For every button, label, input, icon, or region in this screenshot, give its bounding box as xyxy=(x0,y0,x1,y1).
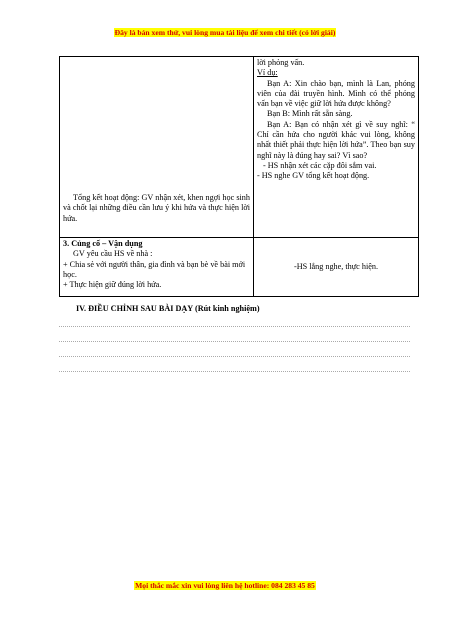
hotline-banner xyxy=(0,581,450,590)
lesson-table xyxy=(59,56,419,297)
dialogue-line: Bạn A: Xin chào bạn, mình là Lan, phóng viên của đài truyền hình. Mình có thể phỏng vấn bạn về việc giữ lời hứa được không? xyxy=(257,78,415,109)
consolidation-student-cell xyxy=(254,238,419,297)
blank-line xyxy=(59,356,410,357)
section-heading: IV. ĐIỀU CHỈNH SAU BÀI DẠY (Rút kinh nghiệm) xyxy=(76,304,260,313)
blank-line xyxy=(59,326,410,327)
dialogue-line: Bạn B: Mình rất sẵn sàng. xyxy=(267,109,353,119)
summary-text: Tổng kết hoạt động: GV nhận xét, khen ngợi học sinh và chốt lại những điều cần lưu ý khi hứa và thực hiện lời hứa. xyxy=(63,193,250,223)
table-row xyxy=(60,57,419,238)
list-item: GV yêu cầu HS về nhà : xyxy=(73,249,153,259)
preview-banner-text: Đây là bản xem thử, vui lòng mua tài liệu để xem chi tiết (có lời giải) xyxy=(114,28,336,37)
list-item: + Thực hiện giữ đúng lời hứa. xyxy=(63,280,162,290)
blank-line xyxy=(59,371,410,372)
interview-line: lời phỏng vấn. xyxy=(257,58,305,67)
list-item: + Chia sẻ với người thân, gia đình và bạn bè về bài mới học. xyxy=(63,259,246,279)
teacher-activity-cell xyxy=(60,57,254,238)
student-task-line: - HS nghe GV tổng kết hoạt động. xyxy=(257,171,370,181)
table-row xyxy=(60,238,419,297)
blank-line xyxy=(59,341,410,342)
student-task-line: - HS nhận xét các cặp đôi sắm vai. xyxy=(263,160,377,170)
example-label: Ví dụ: xyxy=(257,68,278,78)
dialogue-line: Bạn A: Bạn có nhận xét gì về suy nghĩ: “ Chỉ cần hứa cho người khác vui lòng, không nhất thiết phải thực hiện lời hứa”. Theo bạn suy nghĩ này là đúng hay sai? Vì sao? xyxy=(257,119,415,160)
hotline-text: Mọi thắc mắc xin vui lòng liên hệ hotline: 084 283 45 85 xyxy=(135,581,315,590)
consolidation-cell xyxy=(60,238,254,297)
student-activity-cell xyxy=(254,57,419,238)
section-title: 3. Củng cố – Vận dụng xyxy=(63,239,143,248)
student-response: -HS lắng nghe, thực hiện. xyxy=(293,261,379,271)
preview-banner xyxy=(0,28,450,37)
